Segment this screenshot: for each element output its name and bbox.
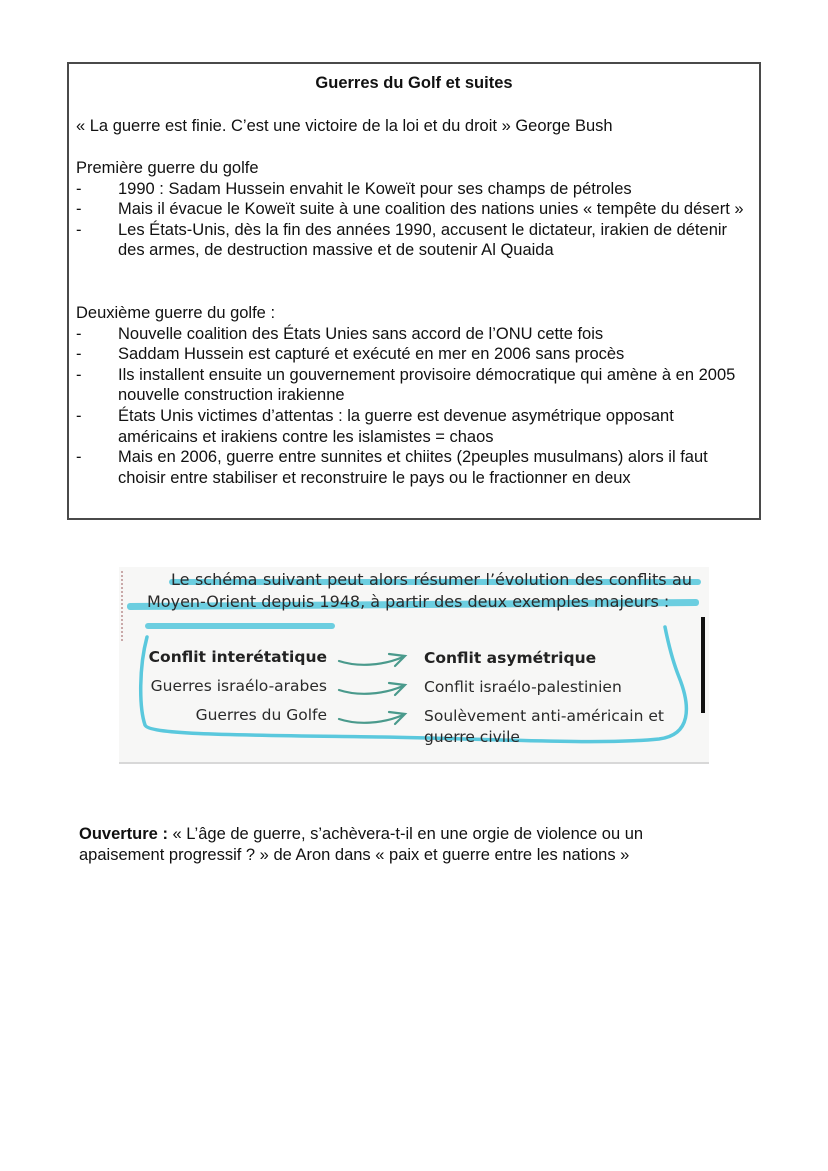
scheme-left-item: Guerres israélo-arabes <box>150 677 327 695</box>
list-item: - Les États-Unis, dès la fin des années 1990, accusent le dictateur, irakien de détenir des armes, de destruction massive et de soutenir Al Quaida <box>76 220 728 260</box>
summary-box <box>67 62 761 520</box>
scheme-right-item: Soulèvement anti-américain et guerre civile <box>424 707 664 746</box>
dash-bullet: - <box>76 220 82 239</box>
scheme-left-item: Guerres du Golfe <box>195 706 327 724</box>
section-heading: Première guerre du golfe <box>76 159 259 177</box>
list-item: - Saddam Hussein est capturé et exécuté en mer en 2006 sans procès <box>76 345 625 364</box>
arrow-right-icon <box>337 651 409 669</box>
list-item: - États Unis victimes d’attentas : la guerre est devenue asymétrique opposant américains et irakiens contre les islamistes = chaos <box>76 406 674 446</box>
bullet-list <box>76 179 758 261</box>
list-item: - Mais il évacue le Koweït suite à une coalition des nations unies « tempête du désert » <box>76 200 744 219</box>
scheme-right-item: Conflit israélo-palestinien <box>424 678 622 696</box>
scanned-textbook-excerpt <box>119 567 709 764</box>
ouverture-paragraph <box>79 824 719 866</box>
list-item: - Nouvelle coalition des États Unies sans accord de l’ONU cette fois <box>76 324 604 343</box>
section-second-gulf-war <box>76 303 758 488</box>
list-item: - Ils installent ensuite un gouvernement provisoire démocratique qui amène à en 2005 nouvelle construction irakienne <box>76 365 736 405</box>
intro-paragraph: Le schéma suivant peut alors résumer l’évolution des conflits au Moyen-Orient depuis 1948, à partir des deux exemples majeurs : <box>147 570 692 611</box>
list-item: - Mais en 2006, guerre entre sunnites et chiites (2peuples musulmans) alors il faut choisir entre stabiliser et reconstruire le pays ou le fractionner en deux <box>76 448 708 487</box>
ouverture-text: « L’âge de guerre, s’achèvera-t-il en une orgie de violence ou un apaisement progressif ? » de Aron dans « paix et guerre entre les nations » <box>79 825 644 864</box>
dash-bullet: - <box>76 448 82 467</box>
dash-bullet: - <box>76 345 82 364</box>
scheme-left-header: Conflit interétatique <box>148 648 327 666</box>
dash-bullet: - <box>76 200 82 219</box>
section-first-gulf-war <box>76 158 758 261</box>
section-heading: Deuxième guerre du golfe : <box>76 304 276 322</box>
box-title: Guerres du Golf et suites <box>315 74 513 92</box>
dash-bullet: - <box>76 406 82 425</box>
arrow-right-icon <box>337 680 409 698</box>
arrow-right-icon <box>337 709 409 727</box>
bush-quote: « La guerre est finie. C’est une victoire de la loi et du droit » George Bush <box>76 117 613 135</box>
scheme-right-header: Conflit asymétrique <box>424 649 597 667</box>
dash-bullet: - <box>76 179 82 198</box>
dash-bullet: - <box>76 324 82 343</box>
ouverture-label: Ouverture : <box>79 825 168 843</box>
list-item: - 1990 : Sadam Hussein envahit le Koweït pour ses champs de pétroles <box>76 179 632 198</box>
dash-bullet: - <box>76 365 82 384</box>
bullet-list <box>76 324 758 489</box>
